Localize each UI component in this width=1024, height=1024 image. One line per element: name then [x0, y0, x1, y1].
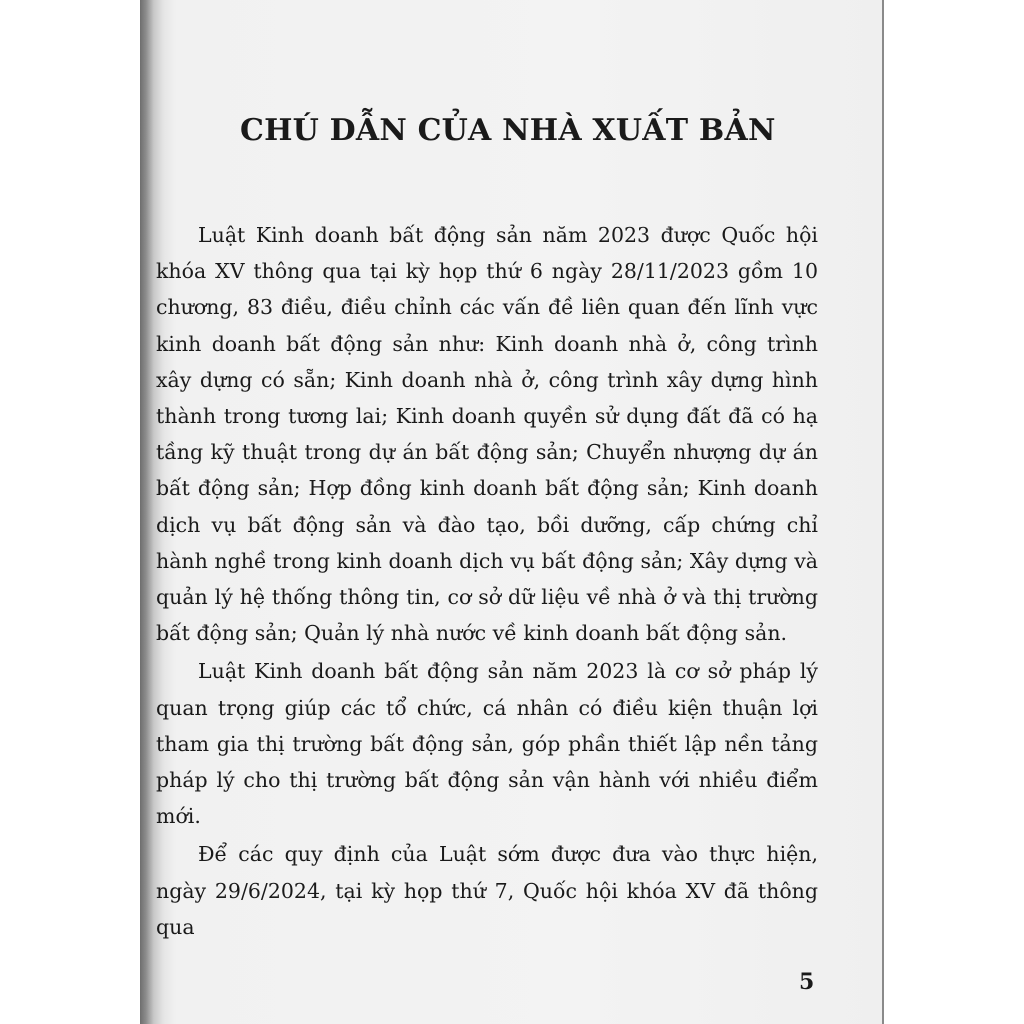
book-page [140, 0, 884, 1024]
paragraph-2: Luật Kinh doanh bất động sản năm 2023 là cơ sở pháp lý quan trọng giúp các tổ chức, cá nhân có điều kiện thuận lợi tham gia thị trường bất động sản, góp phần thiết lập nền tảng pháp lý cho thị trường bất động sản vận hành với nhiều điểm mới. [156, 659, 818, 829]
page-number: 5 [799, 969, 815, 995]
body-text [156, 217, 818, 947]
paragraph-1: Luật Kinh doanh bất động sản năm 2023 được Quốc hội khóa XV thông qua tại kỳ họp thứ 6 ngày 28/11/2023 gồm 10 chương, 83 điều, điều chỉnh các vấn đề liên quan đến lĩnh vực kinh doanh bất động sản như: Kinh doanh nhà ở, công trình xây dựng có sẵn; Kinh doanh nhà ở, công trình xây dựng hình thành trong tương lai; Kinh doanh quyền sử dụng đất đã có hạ tầng kỹ thuật trong dự án bất động sản; Chuyển nhượng dự án bất động sản; Hợp đồng kinh doanh bất động sản; Kinh doanh dịch vụ bất động sản và đào tạo, bồi dưỡng, cấp chứng chỉ hành nghề trong kinh doanh dịch vụ bất động sản; Xây dựng và quản lý hệ thống thông tin, cơ sở dữ liệu về nhà ở và thị trường bất động sản; Quản lý nhà nước về kinh doanh bất động sản. [156, 223, 818, 646]
paragraph-3: Để các quy định của Luật sớm được đưa vào thực hiện, ngày 29/6/2024, tại kỳ họp thứ 7, Quốc hội khóa XV đã thông qua [156, 842, 818, 939]
page-title: CHÚ DẪN CỦA NHÀ XUẤT BẢN [240, 113, 776, 148]
